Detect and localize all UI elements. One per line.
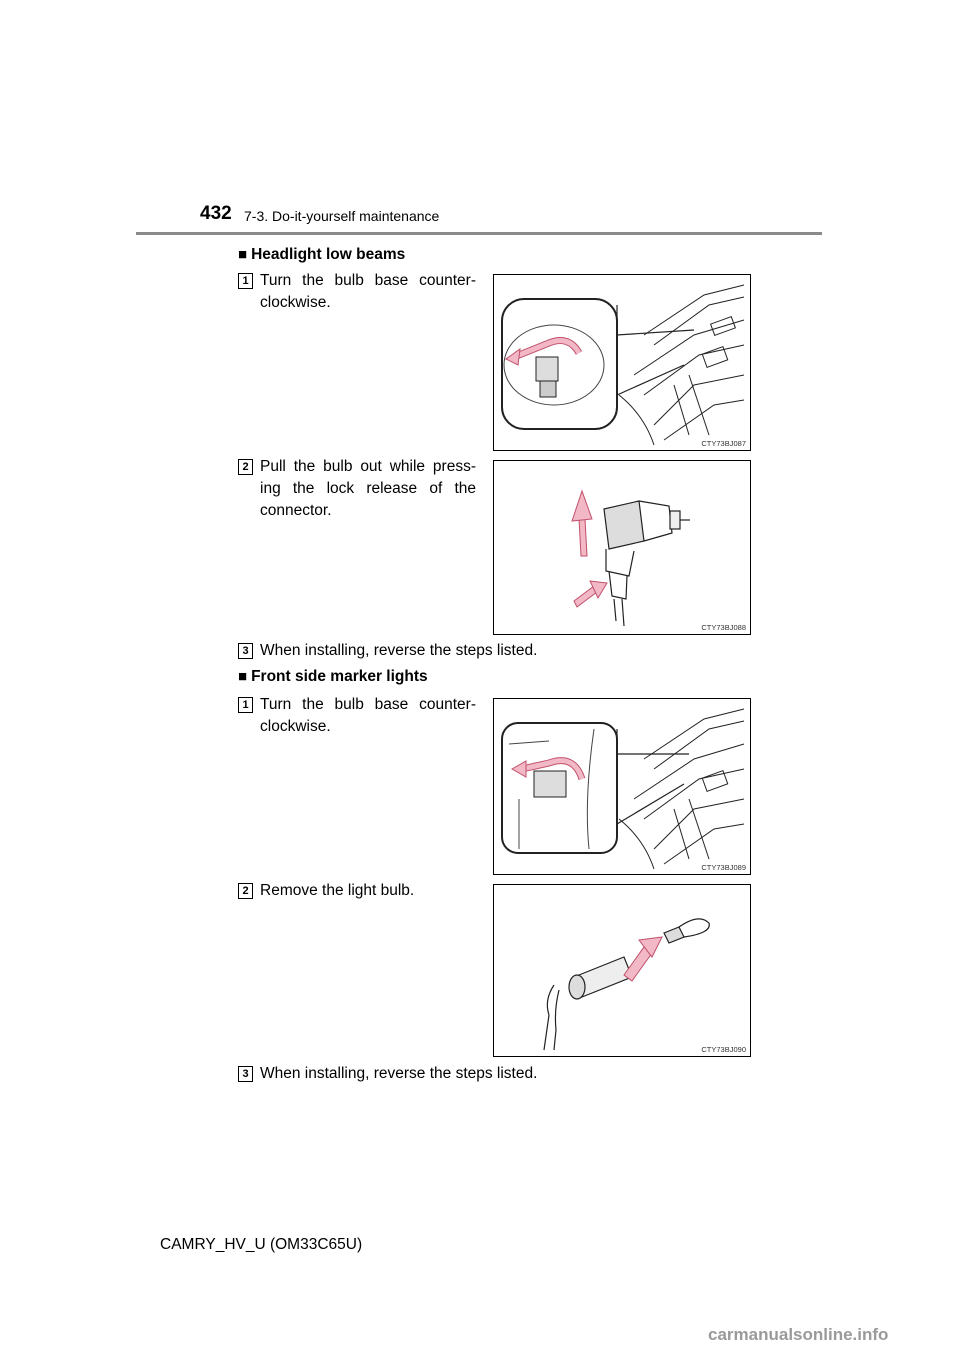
figure-marker-bulb-base-rotate bbox=[493, 698, 751, 875]
figure-headlight-bulb-pull bbox=[493, 460, 751, 635]
page-number: 432 bbox=[200, 203, 232, 224]
bulb-pull-illustration bbox=[494, 461, 750, 634]
step-text: Pull the bulb out while press-ing the lock release of the connector. bbox=[260, 458, 476, 519]
step-text: Remove the light bulb. bbox=[260, 882, 415, 899]
step-number-box: 2 bbox=[238, 459, 253, 475]
bullet-square-icon: ■ bbox=[238, 668, 248, 685]
header-rule bbox=[136, 232, 822, 235]
section-heading-headlight-low-beams: ■ Headlight low beams bbox=[238, 246, 406, 263]
bulb-base-rotate-illustration bbox=[494, 275, 750, 450]
figure-code: CTY73BJ088 bbox=[701, 623, 746, 632]
footer-model-code: CAMRY_HV_U (OM33C65U) bbox=[160, 1236, 363, 1253]
step-number-box: 2 bbox=[238, 883, 253, 899]
watermark: carmanualsonline.info bbox=[708, 1325, 889, 1344]
step-text: When installing, reverse the steps listed. bbox=[260, 1065, 538, 1082]
step-number-box: 1 bbox=[238, 273, 253, 289]
figure-code: CTY73BJ090 bbox=[701, 1045, 746, 1054]
section-heading-front-side-marker-lights: ■ Front side marker lights bbox=[238, 668, 428, 685]
figure-marker-bulb-remove bbox=[493, 884, 751, 1057]
step-text: Turn the bulb base counter-clockwise. bbox=[260, 272, 476, 311]
step-number-box: 3 bbox=[238, 1066, 253, 1082]
step-number-box: 1 bbox=[238, 697, 253, 713]
step-text: When installing, reverse the steps listed. bbox=[260, 642, 538, 659]
bulb-remove-illustration bbox=[494, 885, 750, 1056]
figure-code: CTY73BJ089 bbox=[701, 863, 746, 872]
bullet-square-icon: ■ bbox=[238, 246, 248, 263]
marker-rotate-illustration bbox=[494, 699, 750, 874]
figure-code: CTY73BJ087 bbox=[701, 439, 746, 448]
step-number-box: 3 bbox=[238, 643, 253, 659]
figure-headlight-bulb-base-rotate bbox=[493, 274, 751, 451]
step-text: Turn the bulb base counter-clockwise. bbox=[260, 696, 476, 735]
section-title: 7-3. Do-it-yourself maintenance bbox=[244, 208, 440, 224]
